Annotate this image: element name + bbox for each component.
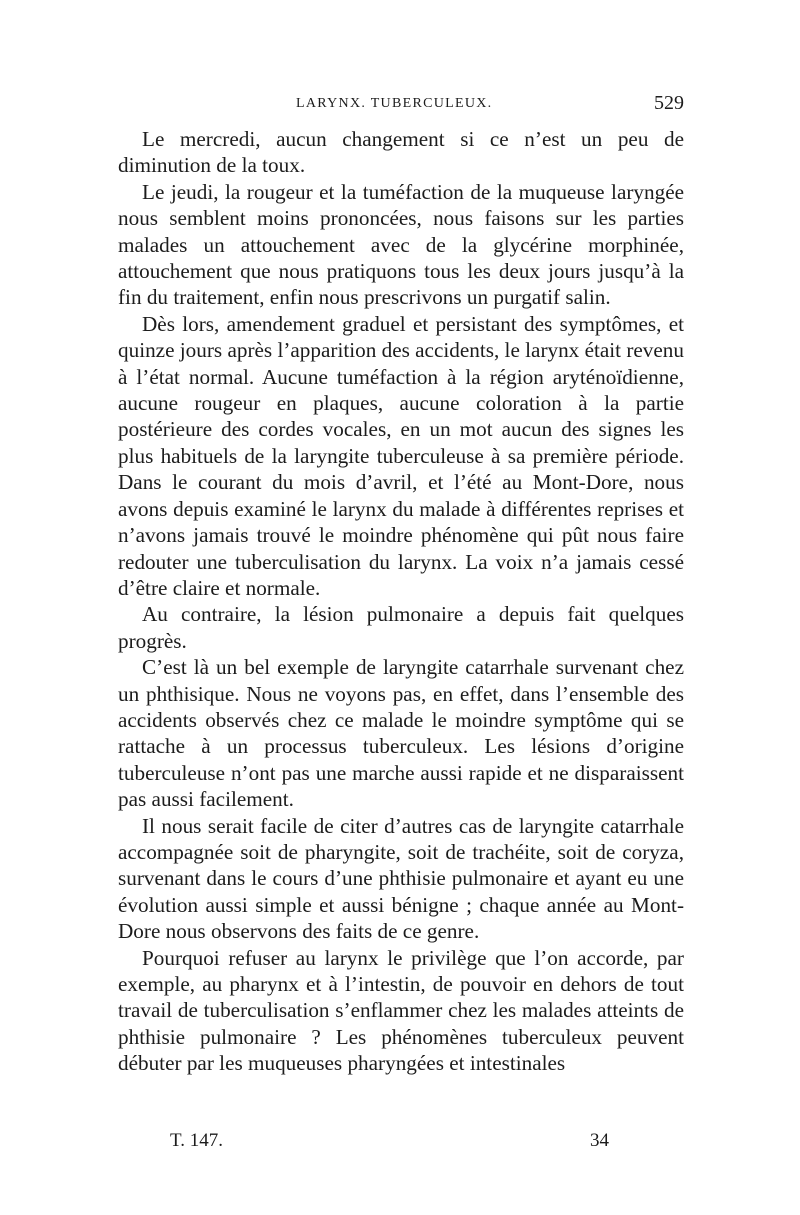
paragraph: Il nous serait facile de citer d’autres cas de laryngite catarrhale accompagnée soit de pharyngite, soit de trachéite, soit de coryza, survenant dans le cours d’une phthisie pulmonaire et ayant eu une évolution aussi simple et aussi bénigne ; chaque année au Mont-Dore nous observons des faits de ce genre. <box>118 813 684 944</box>
paragraph: Le mercredi, aucun changement si ce n’est un peu de diminution de la toux. <box>118 127 684 178</box>
paragraph: C’est là un bel exemple de laryngite catarrhale survenant chez un phthisique. Nous ne voyons pas, en effet, dans l’ensemble des accidents observés chez ce malade le moindre symptôme qui se rattache à un processus tuberculeux. Les lésions d’origine tuberculeuse n’ont pas une marche aussi rapide et ne disparaissent pas aussi facilement. <box>118 655 684 812</box>
signature-number: 34 <box>590 1130 609 1151</box>
paragraph: Pourquoi refuser au larynx le privilège que l’on accorde, par exemple, au pharynx et à l’intestin, de pouvoir en dehors de tout travail de tuberculisation s’enflammer chez les malades atteints de phthisie pulmonaire ? Les phénomènes tuberculeux peuvent débuter par les muqueuses pharyngées et intestinales <box>118 945 684 1076</box>
page-footer <box>118 1130 684 1158</box>
paragraph: Au contraire, la lésion pulmonaire a depuis fait quelques progrès. <box>118 602 684 653</box>
paragraph: Dès lors, amendement graduel et persistant des symptômes, et quinze jours après l’apparition des accidents, le larynx était revenu à l’état normal. Aucune tuméfaction à la région aryténoïdienne, aucune rougeur en plaques, aucune coloration à la partie postérieure des cordes vocales, en un mot aucun des signes les plus habituels de la laryngite tuberculeuse à sa première période. Dans le courant du mois d’avril, et l’été au Mont-Dore, nous avons depuis examiné le larynx du malade à différentes reprises et n’avons jamais trouvé le moindre phénomène qui pût nous faire redouter une tuberculisation du larynx. La voix n’a jamais cessé d’être claire et normale. <box>118 311 684 600</box>
signature-mark: T. 147. <box>170 1130 223 1151</box>
paragraph: Le jeudi, la rougeur et la tuméfaction de la muqueuse laryngée nous semblent moins prononcées, nous faisons sur les parties malades un attouchement avec de la glycérine morphinée, attouchement que nous pratiquons tous les deux jours jusqu’à la fin du traitement, enfin nous prescrivons un purgatif salin. <box>118 179 684 310</box>
page-number: 529 <box>654 92 684 114</box>
body-text <box>118 126 684 1077</box>
running-header <box>118 92 684 120</box>
running-title: LARYNX. TUBERCULEUX. <box>296 96 493 111</box>
